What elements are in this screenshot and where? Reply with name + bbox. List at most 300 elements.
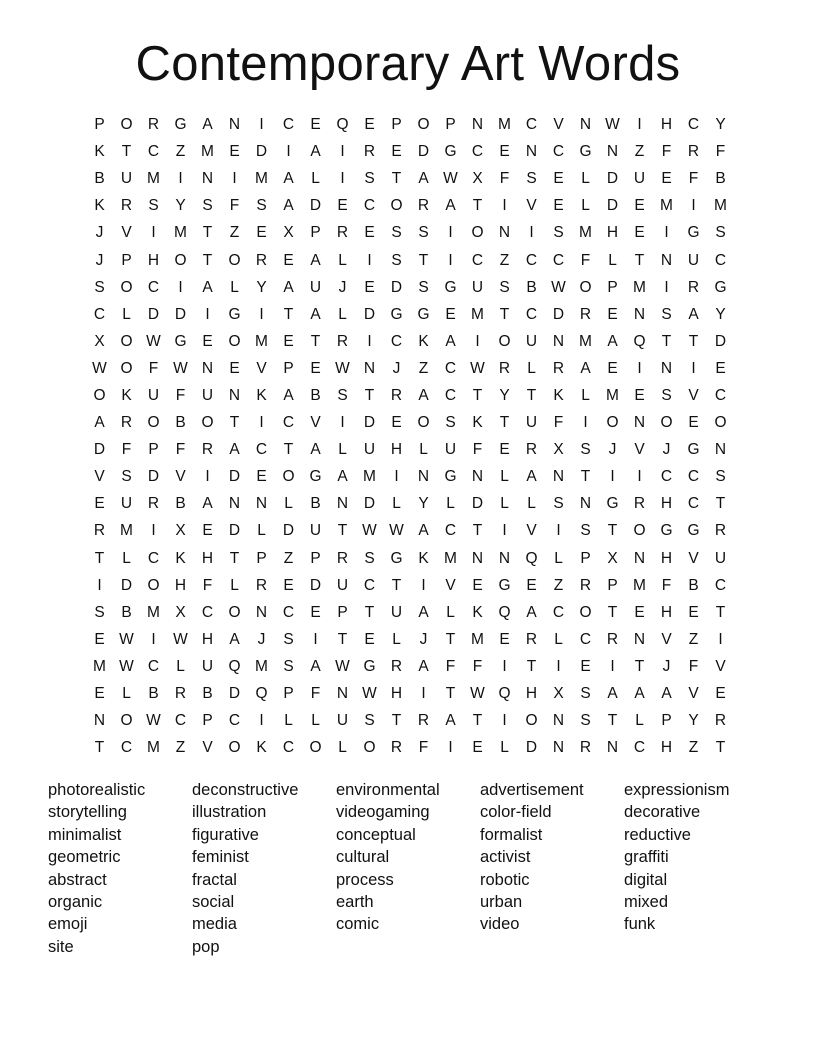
grid-cell: U xyxy=(336,712,349,730)
grid-cell: I xyxy=(205,305,210,323)
grid-cell: C xyxy=(687,116,700,134)
grid-row xyxy=(86,165,734,192)
grid-cell: M xyxy=(579,224,592,242)
grid-cell: S xyxy=(256,197,267,215)
grid-row xyxy=(86,138,734,165)
grid-row xyxy=(86,436,734,463)
grid-cell: F xyxy=(661,143,672,161)
grid-cell: O xyxy=(417,116,430,134)
grid-cell: Q xyxy=(228,657,241,675)
grid-cell: N xyxy=(579,495,592,513)
grid-cell: L xyxy=(338,251,347,269)
grid-cell: T xyxy=(607,603,618,621)
word-item: storytelling xyxy=(48,803,127,822)
grid-cell: W xyxy=(551,278,566,296)
grid-cell: L xyxy=(581,197,590,215)
grid-cell: A xyxy=(283,197,294,215)
grid-cell: E xyxy=(499,143,510,161)
grid-cell: S xyxy=(364,712,375,730)
grid-cell: M xyxy=(255,657,268,675)
grid-cell: R xyxy=(120,414,133,432)
grid-cell: I xyxy=(205,468,210,486)
grid-cell: T xyxy=(634,657,645,675)
grid-cell: T xyxy=(229,414,240,432)
grid-cell: I xyxy=(529,224,534,242)
grid-cell: S xyxy=(715,468,726,486)
grid-cell: T xyxy=(634,251,645,269)
grid-cell: C xyxy=(363,576,376,594)
grid-cell: G xyxy=(660,522,673,540)
grid-cell: C xyxy=(444,359,457,377)
grid-cell: O xyxy=(282,468,295,486)
grid-cell: G xyxy=(606,495,619,513)
grid-cell: T xyxy=(337,630,348,648)
grid-cell: E xyxy=(580,657,591,675)
grid-cell: J xyxy=(662,441,671,459)
grid-cell: C xyxy=(228,712,241,730)
grid-cell: H xyxy=(660,549,673,567)
grid-cell: M xyxy=(471,630,484,648)
grid-cell: S xyxy=(445,414,456,432)
grid-cell: F xyxy=(310,685,321,703)
grid-cell: O xyxy=(579,603,592,621)
grid-row xyxy=(86,111,734,138)
grid-row xyxy=(86,599,734,626)
grid-cell: C xyxy=(282,116,295,134)
grid-cell: U xyxy=(147,386,160,404)
letter-grid xyxy=(86,111,734,761)
word-item: deconstructive xyxy=(192,781,299,799)
grid-cell: P xyxy=(202,712,213,730)
grid-cell: E xyxy=(634,603,645,621)
grid-cell: D xyxy=(282,522,295,540)
grid-cell: B xyxy=(94,170,105,188)
grid-cell: T xyxy=(445,630,456,648)
grid-cell: D xyxy=(714,332,727,350)
word-item: expressionism xyxy=(624,781,730,799)
grid-cell: A xyxy=(688,305,699,323)
grid-cell: Z xyxy=(229,224,240,242)
grid-cell: I xyxy=(610,657,615,675)
grid-cell: A xyxy=(418,170,429,188)
grid-cell: C xyxy=(147,657,160,675)
grid-cell: N xyxy=(660,251,673,269)
word-item: advertisement xyxy=(480,781,584,799)
grid-cell: I xyxy=(448,251,453,269)
grid-row xyxy=(86,572,734,599)
grid-cell: D xyxy=(606,170,619,188)
grid-cell: G xyxy=(687,441,700,459)
grid-cell: S xyxy=(337,386,348,404)
grid-cell: O xyxy=(120,116,133,134)
grid-cell: K xyxy=(472,603,483,621)
grid-cell: D xyxy=(417,143,430,161)
grid-row xyxy=(86,680,734,707)
grid-cell: K xyxy=(418,332,429,350)
grid-cell: A xyxy=(445,197,456,215)
word-column xyxy=(336,779,480,958)
grid-cell: S xyxy=(418,278,429,296)
grid-cell: F xyxy=(580,251,591,269)
grid-cell: J xyxy=(419,630,428,648)
grid-cell: T xyxy=(229,549,240,567)
grid-cell: E xyxy=(229,359,240,377)
grid-cell: V xyxy=(688,685,699,703)
grid-cell: U xyxy=(309,278,322,296)
word-column xyxy=(480,779,624,958)
grid-cell: N xyxy=(633,630,646,648)
word-item: digital xyxy=(624,870,668,889)
grid-cell: I xyxy=(637,116,642,134)
word-column xyxy=(624,779,768,958)
grid-cell: I xyxy=(664,224,669,242)
grid-cell: T xyxy=(688,332,699,350)
grid-cell: U xyxy=(201,386,214,404)
grid-cell: I xyxy=(340,143,345,161)
grid-cell: F xyxy=(472,657,483,675)
grid-cell: F xyxy=(418,739,429,757)
grid-cell: R xyxy=(579,576,592,594)
grid-cell: R xyxy=(363,143,376,161)
grid-cell: T xyxy=(202,224,213,242)
grid-cell: F xyxy=(499,170,510,188)
grid-cell: T xyxy=(715,603,726,621)
grid-cell: F xyxy=(121,441,132,459)
grid-cell: X xyxy=(553,685,564,703)
grid-cell: S xyxy=(391,224,402,242)
grid-cell: E xyxy=(391,143,402,161)
grid-cell: A xyxy=(634,685,645,703)
grid-cell: U xyxy=(687,251,700,269)
grid-cell: L xyxy=(284,712,293,730)
grid-cell: U xyxy=(525,332,538,350)
grid-cell: G xyxy=(444,143,457,161)
grid-cell: I xyxy=(232,170,237,188)
grid-cell: W xyxy=(92,359,107,377)
grid-cell: D xyxy=(471,495,484,513)
grid-cell: P xyxy=(148,441,159,459)
grid-cell: Q xyxy=(255,685,268,703)
grid-cell: B xyxy=(310,386,321,404)
grid-cell: K xyxy=(256,386,267,404)
grid-cell: A xyxy=(580,359,591,377)
grid-cell: P xyxy=(94,116,105,134)
grid-cell: T xyxy=(715,739,726,757)
grid-cell: S xyxy=(121,468,132,486)
grid-cell: E xyxy=(256,224,267,242)
grid-cell: N xyxy=(417,468,430,486)
grid-cell: C xyxy=(282,603,295,621)
grid-cell: O xyxy=(363,739,376,757)
grid-cell: S xyxy=(553,495,564,513)
grid-cell: T xyxy=(202,251,213,269)
word-item: figurative xyxy=(192,825,259,844)
word-item: mixed xyxy=(624,893,669,912)
grid-cell: J xyxy=(257,630,266,648)
grid-cell: M xyxy=(606,386,619,404)
grid-cell: N xyxy=(714,441,727,459)
grid-cell: E xyxy=(472,739,483,757)
grid-cell: T xyxy=(472,712,483,730)
word-item: decorative xyxy=(624,803,701,822)
grid-cell: F xyxy=(688,657,699,675)
grid-cell: V xyxy=(715,657,726,675)
grid-cell: N xyxy=(201,359,214,377)
grid-cell: C xyxy=(714,576,727,594)
grid-cell: I xyxy=(259,116,264,134)
grid-cell: R xyxy=(579,305,592,323)
grid-cell: D xyxy=(363,495,376,513)
grid-cell: N xyxy=(660,359,673,377)
grid-cell: N xyxy=(471,549,484,567)
grid-cell: Z xyxy=(499,251,510,269)
grid-cell: O xyxy=(120,332,133,350)
grid-cell: C xyxy=(687,495,700,513)
grid-cell: T xyxy=(121,143,132,161)
word-item: comic xyxy=(336,915,380,934)
grid-cell: V xyxy=(94,468,105,486)
grid-cell: N xyxy=(579,116,592,134)
grid-cell: O xyxy=(471,224,484,242)
grid-cell: K xyxy=(256,739,267,757)
grid-cell: O xyxy=(228,332,241,350)
grid-cell: G xyxy=(687,224,700,242)
grid-cell: I xyxy=(664,278,669,296)
grid-cell: R xyxy=(93,522,106,540)
grid-cell: P xyxy=(283,359,294,377)
grid-cell: A xyxy=(418,657,429,675)
grid-cell: M xyxy=(471,305,484,323)
grid-cell: V xyxy=(688,386,699,404)
grid-cell: L xyxy=(122,305,131,323)
grid-cell: Z xyxy=(688,630,699,648)
grid-cell: G xyxy=(390,549,403,567)
grid-cell: F xyxy=(715,143,726,161)
grid-cell: K xyxy=(175,549,186,567)
grid-cell: R xyxy=(579,739,592,757)
grid-cell: Q xyxy=(633,332,646,350)
grid-cell: A xyxy=(661,685,672,703)
grid-cell: F xyxy=(661,576,672,594)
grid-cell: D xyxy=(228,468,241,486)
grid-cell: V xyxy=(121,224,132,242)
grid-cell: N xyxy=(525,143,538,161)
word-item: geometric xyxy=(48,848,121,867)
grid-cell: W xyxy=(362,522,377,540)
grid-cell: O xyxy=(120,278,133,296)
grid-cell: C xyxy=(120,739,133,757)
word-item: site xyxy=(48,937,74,956)
grid-cell: M xyxy=(120,522,133,540)
grid-cell: K xyxy=(121,386,132,404)
grid-cell: S xyxy=(391,251,402,269)
grid-cell: E xyxy=(94,495,105,513)
grid-cell: S xyxy=(364,170,375,188)
grid-cell: N xyxy=(201,170,214,188)
grid-cell: E xyxy=(472,576,483,594)
grid-cell: L xyxy=(446,603,455,621)
grid-cell: L xyxy=(122,685,131,703)
grid-cell: R xyxy=(336,332,349,350)
grid-cell: N xyxy=(633,414,646,432)
grid-cell: T xyxy=(472,522,483,540)
grid-cell: C xyxy=(201,603,214,621)
grid-cell: Z xyxy=(418,359,429,377)
grid-cell: V xyxy=(310,414,321,432)
grid-cell: W xyxy=(443,170,458,188)
grid-cell: W xyxy=(146,332,161,350)
grid-cell: R xyxy=(633,495,646,513)
grid-cell: A xyxy=(310,305,321,323)
grid-cell: E xyxy=(283,332,294,350)
grid-cell: G xyxy=(309,468,322,486)
grid-cell: R xyxy=(255,576,268,594)
grid-cell: E xyxy=(202,332,213,350)
grid-cell: M xyxy=(714,197,727,215)
grid-cell: P xyxy=(310,224,321,242)
grid-cell: O xyxy=(147,576,160,594)
grid-cell: R xyxy=(390,386,403,404)
grid-cell: A xyxy=(283,170,294,188)
grid-cell: O xyxy=(525,712,538,730)
grid-cell: B xyxy=(202,685,213,703)
grid-cell: U xyxy=(390,603,403,621)
grid-cell: G xyxy=(390,305,403,323)
grid-cell: C xyxy=(174,712,187,730)
grid-cell: E xyxy=(688,603,699,621)
grid-cell: L xyxy=(311,170,320,188)
grid-cell: P xyxy=(391,116,402,134)
grid-cell: L xyxy=(500,495,509,513)
word-item: abstract xyxy=(48,870,107,889)
grid-cell: W xyxy=(470,685,485,703)
word-item: media xyxy=(192,915,237,934)
grid-cell: R xyxy=(336,549,349,567)
grid-cell: S xyxy=(94,603,105,621)
grid-cell: E xyxy=(688,414,699,432)
grid-cell: U xyxy=(336,576,349,594)
grid-cell: J xyxy=(95,251,104,269)
grid-cell: C xyxy=(660,468,673,486)
grid-cell: O xyxy=(390,197,403,215)
grid-cell: U xyxy=(120,170,133,188)
grid-cell: L xyxy=(230,576,239,594)
grid-cell: O xyxy=(714,414,727,432)
grid-cell: A xyxy=(445,332,456,350)
grid-cell: T xyxy=(337,522,348,540)
grid-cell: R xyxy=(525,630,538,648)
grid-cell: G xyxy=(363,657,376,675)
grid-cell: Q xyxy=(336,116,349,134)
grid-cell: M xyxy=(633,278,646,296)
grid-cell: I xyxy=(502,197,507,215)
grid-cell: A xyxy=(202,495,213,513)
grid-cell: S xyxy=(364,549,375,567)
grid-cell: L xyxy=(581,170,590,188)
grid-cell: H xyxy=(201,630,214,648)
grid-cell: S xyxy=(526,170,537,188)
grid-cell: X xyxy=(472,170,483,188)
grid-cell: M xyxy=(660,197,673,215)
word-item: robotic xyxy=(480,870,530,889)
grid-cell: E xyxy=(634,224,645,242)
grid-cell: G xyxy=(687,522,700,540)
grid-cell: V xyxy=(688,549,699,567)
grid-cell: O xyxy=(174,251,187,269)
grid-cell: E xyxy=(391,414,402,432)
grid-cell: E xyxy=(283,251,294,269)
word-column xyxy=(192,779,336,958)
grid-cell: T xyxy=(580,468,591,486)
word-item: conceptual xyxy=(336,825,416,844)
grid-cell: D xyxy=(606,197,619,215)
grid-cell: D xyxy=(174,305,187,323)
grid-cell: B xyxy=(688,576,699,594)
grid-cell: J xyxy=(662,657,671,675)
word-item: feminist xyxy=(192,848,249,867)
grid-cell: E xyxy=(499,630,510,648)
grid-row xyxy=(86,490,734,517)
grid-cell: I xyxy=(448,224,453,242)
grid-cell: S xyxy=(580,522,591,540)
grid-cell: C xyxy=(390,332,403,350)
grid-cell: G xyxy=(498,576,511,594)
word-item: urban xyxy=(480,893,523,912)
grid-cell: M xyxy=(147,739,160,757)
grid-cell: I xyxy=(151,522,156,540)
grid-cell: D xyxy=(390,278,403,296)
grid-cell: L xyxy=(419,441,428,459)
grid-cell: T xyxy=(391,170,402,188)
word-column xyxy=(48,779,192,958)
grid-cell: Y xyxy=(499,386,510,404)
word-item: activist xyxy=(480,848,531,867)
grid-cell: I xyxy=(97,576,102,594)
grid-cell: M xyxy=(201,143,214,161)
grid-cell: U xyxy=(363,441,376,459)
grid-cell: T xyxy=(310,332,321,350)
grid-cell: O xyxy=(147,414,160,432)
grid-cell: Z xyxy=(553,576,564,594)
grid-cell: E xyxy=(310,116,321,134)
grid-cell: A xyxy=(607,685,618,703)
grid-cell: A xyxy=(310,657,321,675)
grid-cell: D xyxy=(228,522,241,540)
grid-cell: P xyxy=(445,116,456,134)
grid-cell: L xyxy=(284,495,293,513)
grid-cell: O xyxy=(633,522,646,540)
grid-cell: I xyxy=(151,224,156,242)
word-item: cultural xyxy=(336,848,390,867)
grid-cell: P xyxy=(661,712,672,730)
grid-cell: S xyxy=(94,278,105,296)
grid-cell: I xyxy=(313,630,318,648)
grid-cell: U xyxy=(714,549,727,567)
grid-cell: N xyxy=(228,495,241,513)
word-item: earth xyxy=(336,893,374,912)
grid-cell: T xyxy=(283,441,294,459)
grid-row xyxy=(86,707,734,734)
grid-cell: N xyxy=(255,495,268,513)
grid-cell: I xyxy=(502,657,507,675)
grid-cell: I xyxy=(610,468,615,486)
grid-cell: N xyxy=(228,116,241,134)
grid-cell: T xyxy=(418,251,429,269)
grid-cell: D xyxy=(309,197,322,215)
grid-cell: E xyxy=(364,116,375,134)
grid-cell: A xyxy=(445,712,456,730)
grid-row xyxy=(86,355,734,382)
